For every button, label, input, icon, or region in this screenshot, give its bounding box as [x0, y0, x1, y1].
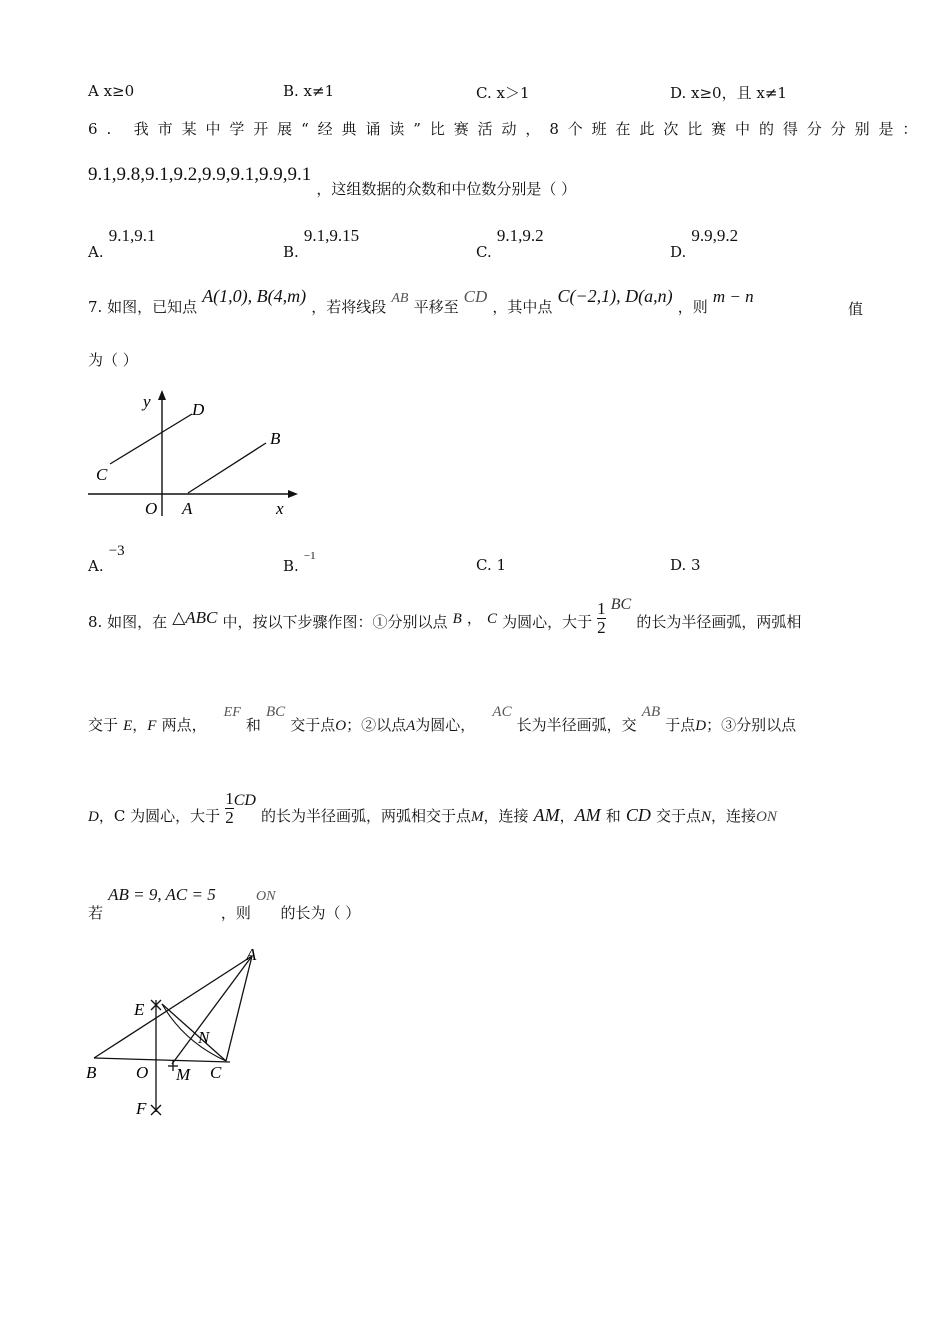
q8-text-4b: ，则 [220, 904, 251, 922]
q8-text-1b: 中，按以下步骤作图：①分别以点 [222, 613, 448, 631]
q7-option-b-value: −1 [303, 550, 316, 562]
q8-point-a: A [406, 718, 416, 734]
q8-text-2b: 两点， [161, 716, 207, 734]
q5-option-c: C. x＞1 [476, 84, 530, 102]
q7-label-x: x [276, 499, 284, 518]
q8-text-2a: 交于 [88, 716, 119, 734]
q8-point-d-2: D [88, 809, 99, 825]
q7-text-6: 值 [848, 300, 864, 318]
q8-line-2 [88, 700, 797, 734]
q8-fraction-half-cd [225, 790, 234, 827]
q8-text-2f: 长为半径画弧，交 [516, 716, 637, 734]
q8-label-c: C [210, 1063, 222, 1082]
q8-segment-on: ON [756, 809, 777, 825]
q5-option-a: A x≥0 [88, 82, 135, 100]
q7-text-1: 7. 如图，已知点 [88, 298, 198, 316]
q8-point-n: N [700, 809, 711, 825]
q7-label-o: O [145, 499, 158, 518]
q7-text-4: ，其中点 [492, 298, 553, 316]
q7-option-c: C. 1 [476, 556, 507, 574]
q8-line-4 [88, 884, 361, 922]
q8-condition: AB = 9, AC = 5 [108, 885, 216, 904]
q8-text-1d: 的长为半径画弧，两弧相 [636, 613, 802, 631]
q8-text-2h: ；③分别以点 [706, 716, 797, 734]
q7-points-cd: C(−2,1), D(a,n) [557, 286, 673, 306]
q8-triangle-abc: △ABC [172, 608, 218, 627]
q8-text-1a: 8. 如图，在 [88, 613, 168, 631]
q8-point-e: E [123, 718, 133, 734]
q8-text-3g: ，连接 [711, 807, 757, 825]
q7-label-a: A [182, 499, 193, 518]
q6-option-b-label: B. [283, 243, 299, 261]
q7-segment-ab-line [188, 443, 266, 493]
q8-text-2d: ；②以点 [346, 716, 407, 734]
q6-option-a [88, 226, 156, 261]
q6-option-b [283, 226, 360, 261]
q8-segment-am: AM [533, 805, 560, 825]
q8-text-3e: 和 [605, 807, 621, 825]
q7-coordinate-figure [88, 388, 298, 518]
q7-expression: m − n [712, 287, 754, 306]
q8-point-b: B [452, 611, 462, 627]
q7-label-d: D [192, 400, 205, 419]
q7-points-ab: A(1,0), B(4,m) [202, 286, 307, 306]
q6-stem: 6. 我市某中学开展“经典诵读”比赛活动，8个班在此次比赛中的得分分别是： [88, 120, 927, 138]
q8-segment-ac: AC [492, 704, 512, 720]
q8-point-c: C [486, 611, 497, 627]
q8-label-b: B [86, 1063, 97, 1082]
q8-line-cd [162, 1004, 226, 1061]
q8-line-1 [88, 596, 802, 637]
q7-option-d: D. 3 [670, 556, 701, 574]
q6-stem-tail: ，这组数据的众数和中位数分别是（ ） [316, 180, 577, 198]
q7-stem-line2: 为（ ） [88, 351, 138, 369]
q8-segment-on-2: ON [255, 889, 276, 904]
q8-text-and: 和 [245, 716, 261, 734]
q8-text-3a: ，C 为圆心，大于 [98, 807, 221, 825]
q8-text-2e: 为圆心， [415, 716, 476, 734]
q6-option-a-label: A. [88, 243, 104, 261]
q8-segment-ef: EF [223, 705, 241, 720]
q8-label-a: A [246, 945, 257, 964]
q6-option-d-label: D. [670, 243, 687, 261]
q6-option-a-value: 9.1,9.1 [108, 226, 156, 245]
q8-point-f: F [147, 718, 157, 734]
q8-text-2c: 交于点 [290, 716, 336, 734]
q6-scores-line [88, 164, 577, 198]
q7-x-axis-arrow [288, 490, 298, 498]
q8-frac-cd: CD [233, 792, 256, 809]
q8-line-3 [88, 790, 777, 827]
q8-comma-2: ， [132, 716, 148, 734]
q6-option-c-value: 9.1,9.2 [496, 226, 544, 245]
q8-text-4a: 若 [88, 904, 104, 922]
q8-point-m: M [471, 809, 484, 825]
q8-text-1c: 为圆心，大于 [502, 613, 593, 631]
q8-side-bc [94, 1058, 230, 1062]
q7-text-3: 平移至 [413, 298, 459, 316]
q7-y-axis-arrow [158, 390, 166, 400]
q8-label-e: E [134, 1000, 145, 1019]
q7-segment-ab: AB [391, 291, 409, 306]
q8-text-4c: 的长为（ ） [280, 904, 361, 922]
q8-segment-am-2: AM [574, 805, 601, 825]
q6-option-d [670, 226, 739, 261]
q7-segment-cd: CD [463, 287, 488, 306]
q8-text-3d: ， [559, 807, 575, 825]
q7-label-y: y [143, 392, 151, 411]
q8-label-m: M [176, 1065, 191, 1084]
q7-text-2: ，若将线段 [311, 298, 387, 316]
q5-option-b: B. x≠1 [283, 82, 335, 100]
q8-text-3f: 交于点 [655, 807, 701, 825]
q8-frac-den-2: 2 [225, 808, 234, 827]
q8-label-f: F [136, 1099, 147, 1118]
q7-option-a-label: A. [88, 557, 104, 575]
q7-label-c: C [96, 465, 108, 484]
q6-option-d-value: 9.9,9.2 [691, 226, 739, 245]
q8-segment-cd: CD [625, 805, 651, 825]
q8-frac-num: 1 [597, 599, 606, 618]
q6-option-b-value: 9.1,9.15 [303, 226, 360, 245]
q7-option-a-value: −3 [108, 543, 125, 559]
q8-text-3c: ，连接 [483, 807, 529, 825]
q7-option-b-label: B. [283, 557, 299, 575]
q7-option-a [88, 540, 125, 575]
q8-triangle-figure [80, 940, 280, 1125]
q8-frac-den: 2 [597, 618, 606, 637]
q8-label-n: N [198, 1028, 210, 1047]
q8-side-ab [94, 956, 252, 1058]
q8-text-3b: 的长为半径画弧，两弧相交于点 [261, 807, 472, 825]
q7-stem [88, 286, 754, 316]
q8-fraction-half-bc [597, 600, 606, 637]
q5-option-d: D. x≥0，且 x≠1 [670, 84, 787, 102]
q6-option-c [476, 226, 544, 261]
q8-frac-num-2: 1 [225, 789, 234, 808]
q8-comma: ， [466, 609, 482, 627]
q8-label-o: O [136, 1063, 149, 1082]
q8-frac-bc: BC [610, 596, 632, 613]
q8-point-d: D [695, 718, 707, 734]
q8-segment-bc: BC [265, 704, 286, 720]
q6-option-c-label: C. [476, 243, 492, 261]
q7-text-5: ，则 [677, 298, 708, 316]
q8-side-ac [226, 956, 252, 1061]
q8-segment-ab: AB [641, 704, 661, 720]
q8-text-2g: 于点 [665, 716, 696, 734]
q6-scores: 9.1,9.8,9.1,9.2,9.9,9.1,9.9,9.1 [88, 164, 312, 185]
q7-option-b [283, 544, 316, 575]
q7-label-b: B [270, 429, 281, 448]
q7-segment-cd-line [110, 414, 192, 464]
q8-point-o: O [335, 718, 347, 734]
